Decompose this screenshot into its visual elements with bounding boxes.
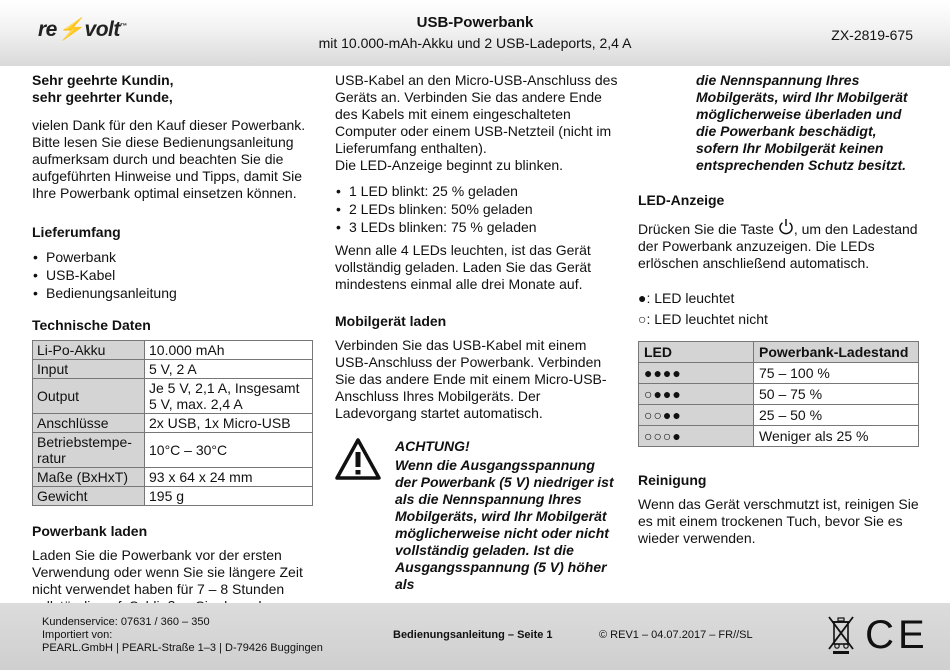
table-row — [639, 405, 919, 426]
table-row — [639, 384, 919, 405]
column-header: LED — [639, 342, 754, 363]
list-item: • USB-Kabel — [32, 266, 317, 284]
spec-value: 10.000 mAh — [145, 341, 313, 360]
spec-key: Anschlüsse — [33, 414, 145, 433]
warning-text-1: Wenn die Ausgangsspannung der Powerbank (5 V) niedriger ist als die Nennspannung Ihres Mobilgeräts, wird Ihr Mobilgerät möglicherweise nicht oder nicht vollständig geladen. Ist die Ausgangsspannung (5 V) höher als — [395, 457, 614, 592]
table-row — [33, 341, 313, 360]
revision-info: © REV1 – 04.07.2017 – FR//SL — [599, 629, 753, 641]
table-row — [33, 433, 313, 468]
table-header-row — [639, 342, 919, 363]
table-row — [639, 363, 919, 384]
charge-level: 25 – 50 % — [754, 405, 919, 426]
customer-service: Kundenservice: 07631 / 360 – 350 — [42, 616, 210, 628]
charge-level: 50 – 75 % — [754, 384, 919, 405]
ce-mark-icon: CE — [865, 613, 929, 657]
product-code: ZX-2819-675 — [831, 27, 913, 43]
led-off-icon: ○ — [638, 311, 647, 327]
led-pattern: ○●●● — [639, 384, 754, 405]
powerbank-laden-text-3: Die LED-Anzeige beginnt zu blinken. — [335, 157, 564, 173]
greeting-line-2: sehr geehrter Kunde, — [32, 89, 173, 105]
column-3 — [638, 72, 923, 547]
spec-key: Li-Po-Akku — [33, 341, 145, 360]
led-on-icon: ● — [638, 290, 647, 306]
table-row — [33, 379, 313, 414]
table-row — [33, 487, 313, 506]
list-item: • Powerbank — [32, 248, 317, 266]
led-pattern: ●●●● — [639, 363, 754, 384]
list-item: • Bedienungsanleitung — [32, 284, 317, 302]
page-number: Bedienungsanleitung – Seite 1 — [393, 629, 553, 641]
page-footer — [0, 603, 950, 670]
legend-on: ●: LED leuchtet — [638, 290, 735, 306]
powerbank-laden-text-4: Wenn alle 4 LEDs leuchten, ist das Gerät vollständig geladen. Laden Sie das Gerät mindestens einmal alle drei Monate auf. — [335, 242, 592, 292]
led-pattern: ○○○● — [639, 426, 754, 447]
list-item: • 3 LEDs blinken: 75 % geladen — [335, 218, 620, 236]
power-button-icon — [778, 218, 794, 235]
legend-off: ○: LED leuchtet nicht — [638, 311, 768, 327]
powerbank-laden-heading: Powerbank laden — [32, 523, 148, 539]
spec-value: 10°C – 30°C — [145, 433, 313, 468]
mobilgeraet-heading: Mobilgerät laden — [335, 313, 447, 329]
warning-block — [335, 438, 620, 593]
warning-title: ACHTUNG! — [395, 438, 470, 454]
spec-key: Input — [33, 360, 145, 379]
technische-daten-heading: Technische Daten — [32, 317, 151, 333]
powerbank-laden-text-2: USB-Kabel an den Micro-USB-Anschluss des Geräts an. Verbinden Sie das andere Ende des Kabels mit einem eingeschalteten Computer oder einem USB-Netzteil (nicht im Lieferumfang enthalten). — [335, 72, 618, 156]
led-pattern: ○○●● — [639, 405, 754, 426]
list-item: • 1 LED blinkt: 25 % geladen — [335, 182, 620, 200]
powerbank-laden-text-1: Laden Sie die Powerbank vor der ersten Verwendung oder wenn Sie sie längere Zeit nicht verwendet haben für 7 – 8 Stunden — [32, 547, 303, 597]
lieferumfang-list — [32, 248, 317, 302]
table-row — [33, 468, 313, 487]
spec-value: 93 x 64 x 24 mm — [145, 468, 313, 487]
footer-contact — [42, 616, 323, 655]
warning-icon — [335, 438, 381, 480]
column-1 — [32, 72, 317, 615]
charge-level: Weniger als 25 % — [754, 426, 919, 447]
charge-level: 75 – 100 % — [754, 363, 919, 384]
revolt-logo: re⚡volt™ — [38, 18, 127, 41]
table-row — [33, 414, 313, 433]
led-anzeige-text: Drücken Sie die Taste , um den Ladestand der Powerbank anzuzeigen. Die LEDs erlöschen anschließend automatisch. — [638, 218, 923, 272]
imported-by: Importiert von: — [42, 629, 113, 641]
compliance-marks — [826, 613, 929, 657]
spec-value: Je 5 V, 2,1 A, Insgesamt 5 V, max. 2,4 A — [145, 379, 313, 414]
reinigung-text: Wenn das Gerät verschmutzt ist, reinigen Sie es mit einem trockenen Tuch, bevor Sie es wieder verwenden. — [638, 496, 919, 546]
page-header — [0, 0, 950, 66]
column-header: Powerbank-Ladestand — [754, 342, 919, 363]
warning-text-2: die Nennspannung Ihres Mobilgeräts, wird Ihr Mobilgerät möglicherweise überladen und die Powerbank beschädigt, sofern Ihr Mobilgerät keinen entsprechenden Schutz besitzt. — [696, 72, 908, 173]
blink-list — [335, 182, 620, 236]
spec-value: 5 V, 2 A — [145, 360, 313, 379]
document-title: USB-Powerbank — [416, 14, 534, 31]
company-address: PEARL.GmbH | PEARL-Straße 1–3 | D-79426 Buggingen — [42, 642, 323, 654]
led-anzeige-heading: LED-Anzeige — [638, 192, 725, 208]
column-2 — [335, 72, 620, 593]
reinigung-heading: Reinigung — [638, 472, 707, 488]
lieferumfang-heading: Lieferumfang — [32, 224, 121, 240]
mobilgeraet-text: Verbinden Sie das USB-Kabel mit einem USB-Anschluss der Powerbank. Verbinden Sie das andere Ende mit einem Micro-USB-Anschluss Ihres Mobilgeräts. Der Ladevorgang startet automatisch. — [335, 337, 607, 421]
greeting-line-1: Sehr geehrte Kundin, — [32, 72, 174, 88]
led-table — [638, 341, 919, 447]
spec-key: Betriebstempe-ratur — [33, 433, 145, 468]
spec-value: 195 g — [145, 487, 313, 506]
spec-key: Maße (BxHxT) — [33, 468, 145, 487]
document-subtitle: mit 10.000-mAh-Akku und 2 USB-Ladeports, 2,4 A — [318, 35, 632, 51]
weee-bin-icon — [826, 613, 856, 655]
list-item: • 2 LEDs blinken: 50% geladen — [335, 200, 620, 218]
spec-value: 2x USB, 1x Micro-USB — [145, 414, 313, 433]
spec-key: Gewicht — [33, 487, 145, 506]
specs-table — [32, 340, 313, 506]
table-row — [33, 360, 313, 379]
spec-key: Output — [33, 379, 145, 414]
intro-text: vielen Dank für den Kauf dieser Powerbank. Bitte lesen Sie diese Bedienungsanleitung aufmerksam durch und beachten Sie die aufgeführten Hinweise und Tipps, damit Sie Ihre Powerbank optimal einsetzen können. — [32, 117, 306, 201]
table-row — [639, 426, 919, 447]
